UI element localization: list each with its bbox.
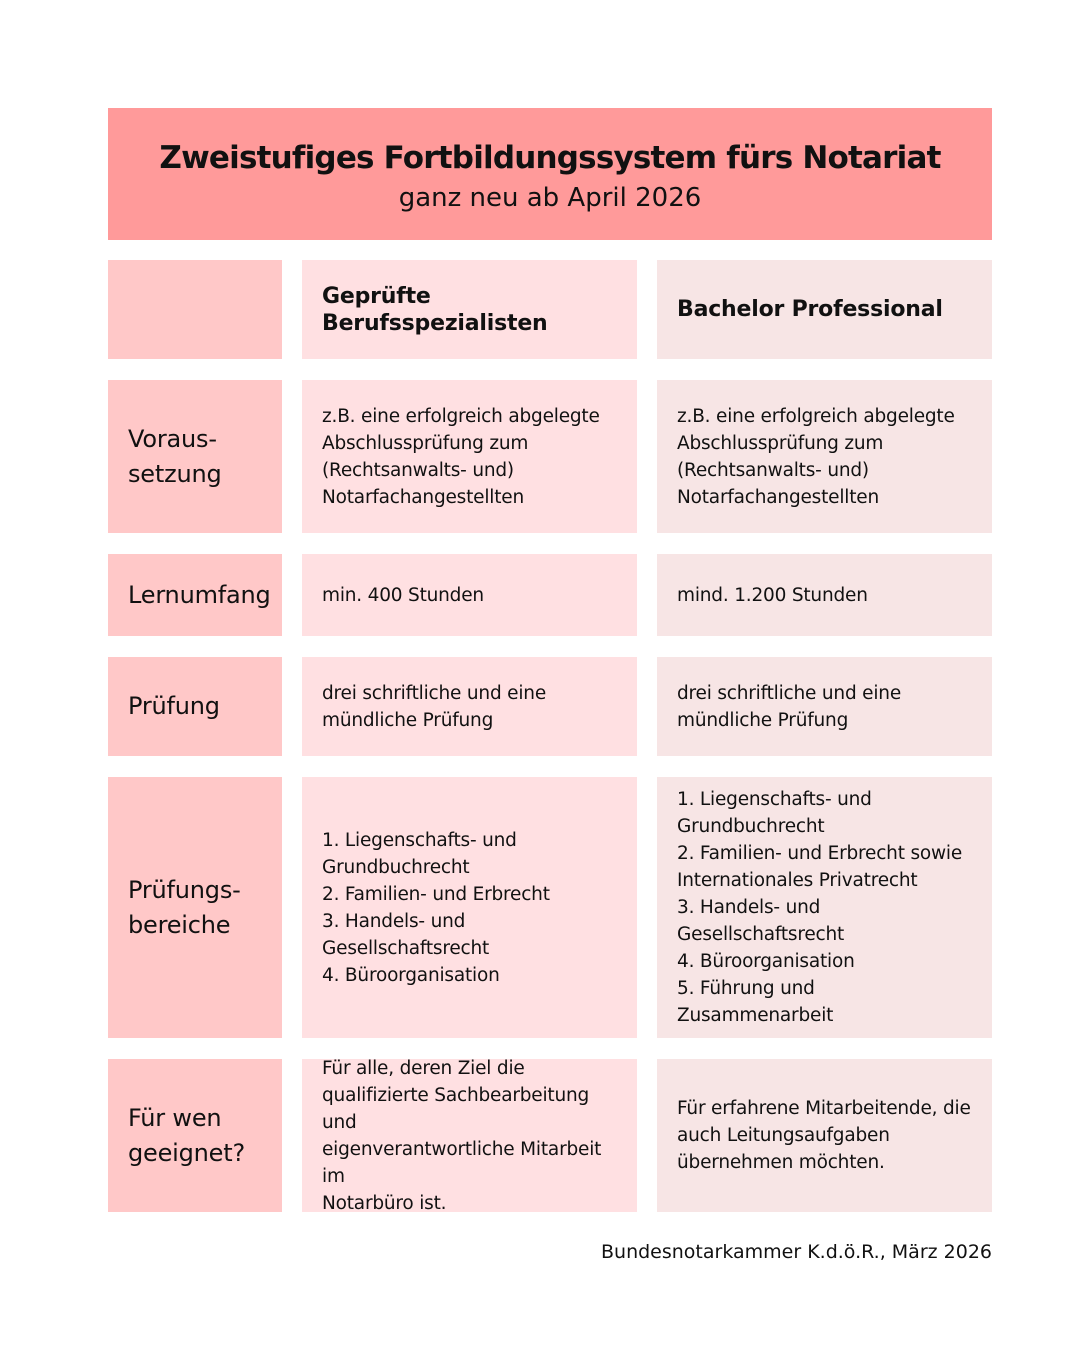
table-cell [302, 777, 637, 1038]
cell-text: z.B. eine erfolgreich abgelegte Abschlussprüfung zum (Rechtsanwalts- und) Notarfachangestellten [322, 405, 600, 508]
row-label-text: Voraus- setzung [128, 424, 222, 488]
title-banner [108, 108, 992, 240]
cell-text: drei schriftliche und eine mündliche Prüfung [677, 682, 902, 731]
table-cell [657, 380, 992, 533]
row-label-voraussetzung [108, 380, 282, 533]
table-cell [302, 554, 637, 636]
page-subtitle: ganz neu ab April 2026 [398, 183, 702, 213]
table-cell [302, 657, 637, 756]
column-header-berufsspezialisten [302, 260, 637, 359]
cell-text: 1. Liegenschafts- und Grundbuchrecht 2. Familien- und Erbrecht 3. Handels- und Gesellschaftsrecht 4. Büroorganisation [322, 829, 550, 986]
cell-text: mind. 1.200 Stunden [677, 584, 868, 606]
cell-text: 1. Liegenschafts- und Grundbuchrecht 2. Familien- und Erbrecht sowie Internationales Privatrecht 3. Handels- und Gesellschaftsrecht 4. Büroorganisation 5. Führung und Zusammenarbeit [677, 789, 963, 1026]
column-header-label: Geprüfte Berufsspezialisten [322, 283, 548, 336]
cell-text: drei schriftliche und eine mündliche Prüfung [322, 682, 547, 731]
table-cell [657, 554, 992, 636]
column-header-bachelor-professional [657, 260, 992, 359]
row-label-text: Lernumfang [128, 580, 271, 609]
cell-text: min. 400 Stunden [322, 584, 484, 606]
row-label-text: Für wen geeignet? [128, 1103, 245, 1167]
row-label-lernumfang [108, 554, 282, 636]
row-label-text: Prüfung [128, 692, 220, 720]
source-footer: Bundesnotarkammer K.d.ö.R., März 2026 [601, 1241, 992, 1263]
row-label-pruefungsbereiche [108, 777, 282, 1038]
table-cell [657, 777, 992, 1038]
column-header-label: Bachelor Professional [677, 297, 943, 322]
page-title: Zweistufiges Fortbildungssystem fürs Notariat [159, 140, 941, 176]
table-cell [302, 380, 637, 533]
row-label-text: Prüfungs- bereiche [128, 875, 241, 939]
cell-text: Für erfahrene Mitarbeitende, die auch Leitungsaufgaben übernehmen möchten. [677, 1098, 971, 1173]
row-label-fuer-wen-geeignet [108, 1059, 282, 1212]
row-label-pruefung [108, 657, 282, 756]
cell-text: Für alle, deren Ziel die qualifizierte Sachbearbeitung und eigenverantwortliche Mitarbeit im Notarbüro ist. [322, 1057, 602, 1214]
corner-cell [108, 260, 282, 359]
table-cell [302, 1059, 637, 1212]
table-cell [657, 657, 992, 756]
cell-text: z.B. eine erfolgreich abgelegte Abschlussprüfung zum (Rechtsanwalts- und) Notarfachangestellten [677, 405, 955, 508]
table-cell [657, 1059, 992, 1212]
